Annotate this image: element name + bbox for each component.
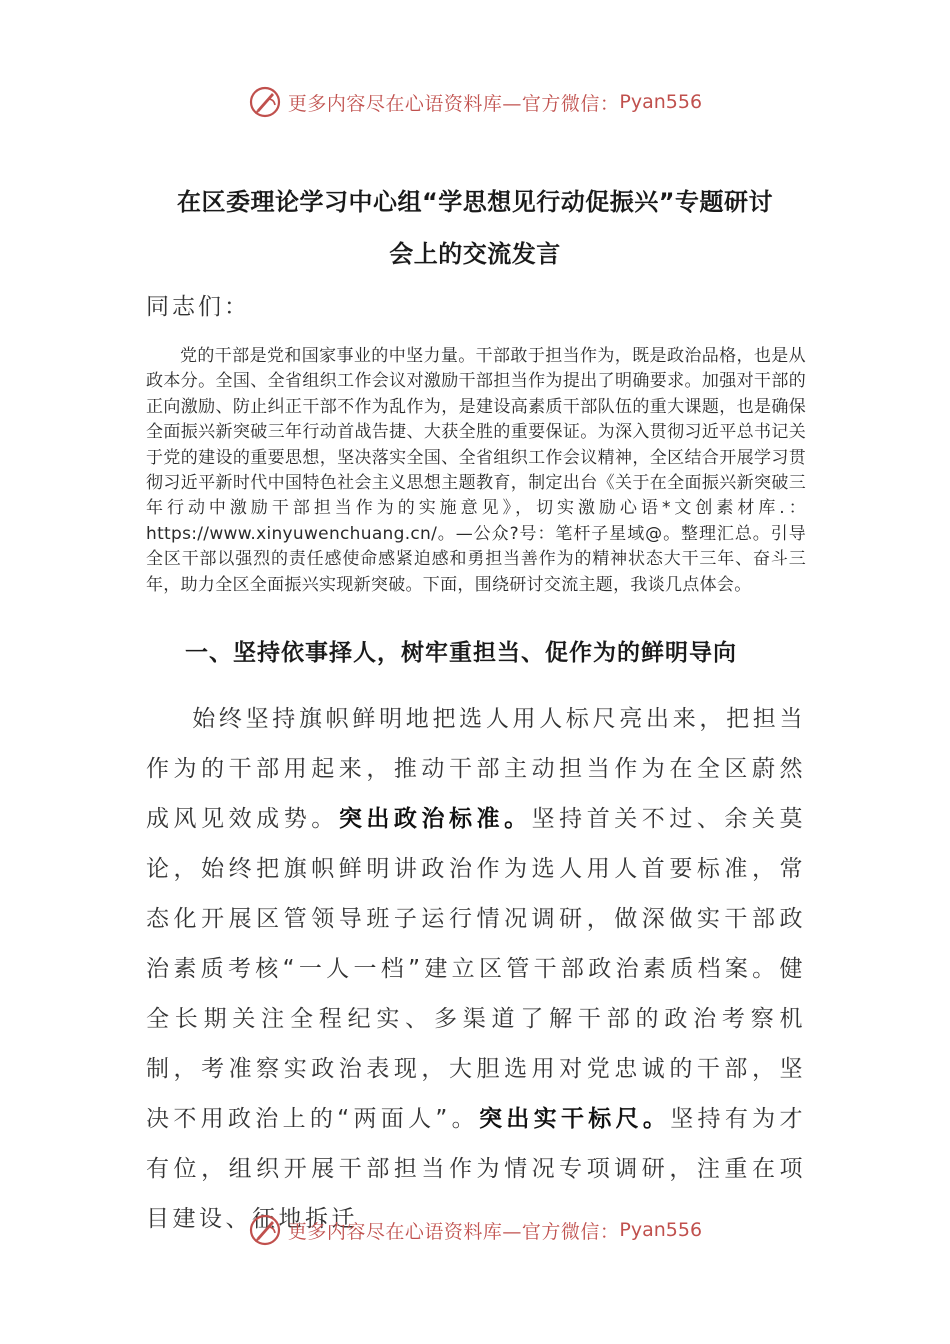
watermark-slogan: 更多内容尽在心语资料库—官方微信：	[287, 1220, 620, 1243]
quill-logo-icon	[248, 1213, 282, 1247]
section-1-body	[146, 694, 806, 1244]
document-title	[140, 176, 810, 280]
section-1-text-2: 坚持首关不过、余关莫论，始终把旗帜鲜明讲政治作为选人用人首要标准，常态化开展区管领导班子运行情况调研，做深做实干部政治素质考核“一人一档”建立区管干部政治素质档案。健全长期关注全程纪实、多渠道了解干部的政治考察机制，考准察实政治表现，大胆选用对党忠诚的干部，坚决不用政治上的“两面人”。	[146, 806, 807, 1132]
title-line-2: 会上的交流发言	[389, 240, 561, 268]
section-1-text-3: 坚持有为才有位，组织开展干部担当作为情况专项调研，注重在项目建设、征地拆迁	[146, 1106, 806, 1232]
intro-paragraph: 党的干部是党和国家事业的中坚力量。干部敢于担当作为，既是政治品格，也是从政本分。全国、全省组织工作会议对激励干部担当作为提出了明确要求。加强对干部的正向激励、防止纠正干部不作为乱作为，是建设高素质干部队伍的重大课题，也是确保全面振兴新突破三年行动首战告捷、大获全胜的重要保证。为深入贯彻习近平总书记关于党的建设的重要思想，坚决落实全国、全省组织工作会议精神，全区结合开展学习贯彻习近平新时代中国特色社会主义思想主题教育，制定出台《关于在全面振兴新突破三年行动中激励干部担当作为的实施意见》，切实激励心语*文创素材库.：https://www.xinyuwenchuang.cn/。—公众?号：笔杆子星域@。整理汇总。引导全区干部以强烈的责任感使命感紧迫感和勇担当善作为的精神状态大干三年、奋斗三年，助力全区全面振兴实现新突破。下面，围绕研讨交流主题，我谈几点体会。	[146, 346, 806, 595]
greeting: 同志们：	[146, 294, 250, 320]
watermark-wechat-id: Pyan556	[619, 91, 703, 113]
title-line-1: 在区委理论学习中心组“学思想见行动促振兴”专题研讨	[176, 188, 774, 216]
watermark-banner-bottom	[0, 1210, 950, 1250]
quill-logo-icon	[248, 85, 282, 119]
section-1-heading: 一、坚持依事择人，树牢重担当、促作为的鲜明导向	[185, 640, 737, 666]
watermark-banner-top	[0, 82, 950, 122]
section-1-text-1: 始终坚持旗帜鲜明地把选人用人标尺亮出来，把担当作为的干部用起来，推动干部主动担当作为在全区蔚然成风见效成势。	[146, 706, 806, 832]
watermark-slogan: 更多内容尽在心语资料库—官方微信：	[287, 92, 620, 115]
watermark-wechat-id: Pyan556	[619, 1219, 703, 1241]
section-1-bold-1: 突出政治标准。	[338, 806, 532, 832]
section-1-bold-2: 突出实干标尺。	[478, 1106, 671, 1132]
